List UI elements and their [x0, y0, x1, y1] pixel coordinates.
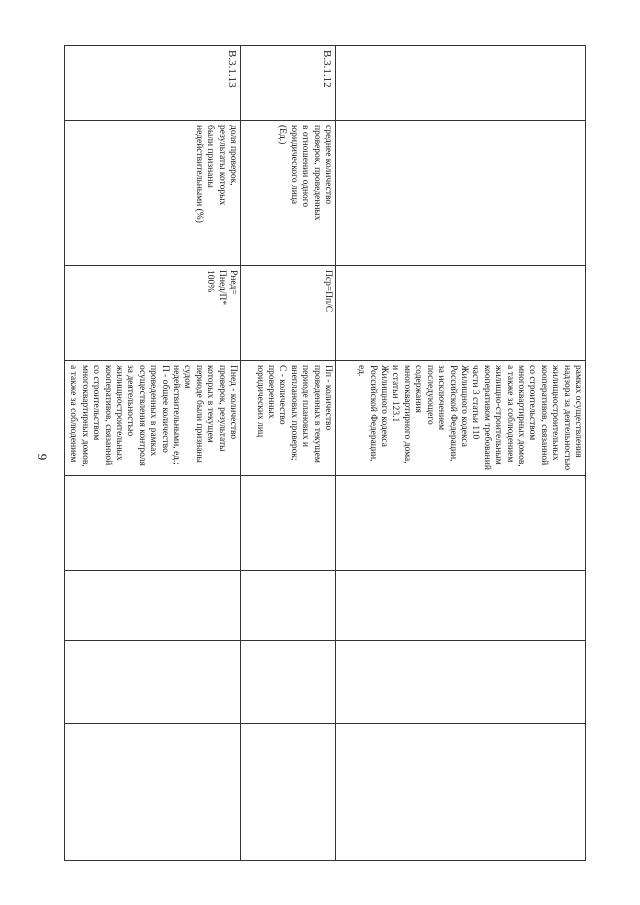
- empty-cell: [241, 724, 336, 861]
- empty-cell: [336, 641, 586, 724]
- empty-cell: [64, 724, 240, 861]
- description-cell: Пп - количество проведенных в текущем периоде плановых и внеплановых проверок; С - количество проверенных юридических лиц: [241, 361, 336, 476]
- formula-cell: [336, 266, 586, 361]
- formula-cell: Пср=Пп/С: [241, 266, 336, 361]
- empty-cell: [241, 476, 336, 571]
- description-cell: рамках осуществления надзора за деятельностью жилищностроительных кооперативов, связанной со строительством многоквартирных домов, а также за соблюдением жилищно-строительным кооперативом требований части 3 статьи 110 Жилищного кодекса Российской Федерации, за исключением последующего содержания многоквартирного дома, и статьи 123.1 Жилищного кодекса Российской Федерации, ед.: [336, 361, 586, 476]
- table-row: [64, 46, 240, 861]
- indicators-table: [64, 45, 586, 861]
- indicator-code-cell: В.3.1.13: [64, 46, 240, 121]
- empty-cell: [64, 571, 240, 641]
- empty-cell: [336, 571, 586, 641]
- document-sheet: [66, 45, 586, 860]
- empty-cell: [64, 476, 240, 571]
- empty-cell: [336, 724, 586, 861]
- indicator-name-cell: среднее количество проверок, проведенных в отношении одного юридического лица (Ед.): [241, 121, 336, 266]
- indicator-code-cell: В.3.1.12: [241, 46, 336, 121]
- empty-cell: [64, 641, 240, 724]
- empty-cell: [336, 476, 586, 571]
- indicator-code-cell: [336, 46, 586, 121]
- page-number: 9: [35, 453, 50, 461]
- table-row: [336, 46, 586, 861]
- table-row: [241, 46, 336, 861]
- formula-cell: Рнед= Пнед/П* 100%: [64, 266, 240, 361]
- description-cell: Пнед - количество проверок, результаты которых в текущем периоде были признаны судом недействительными, ед.; П - общее количество проведенных в рамках осуществления контроля за деятельностью жилищностроительных кооперативов, связанной со строительством многоквартирных домов, а также за соблюдением: [64, 361, 240, 476]
- empty-cell: [241, 641, 336, 724]
- indicator-name-cell: [336, 121, 586, 266]
- indicator-name-cell: доля проверок, результаты которых были признаны недействительными (%): [64, 121, 240, 266]
- empty-cell: [241, 571, 336, 641]
